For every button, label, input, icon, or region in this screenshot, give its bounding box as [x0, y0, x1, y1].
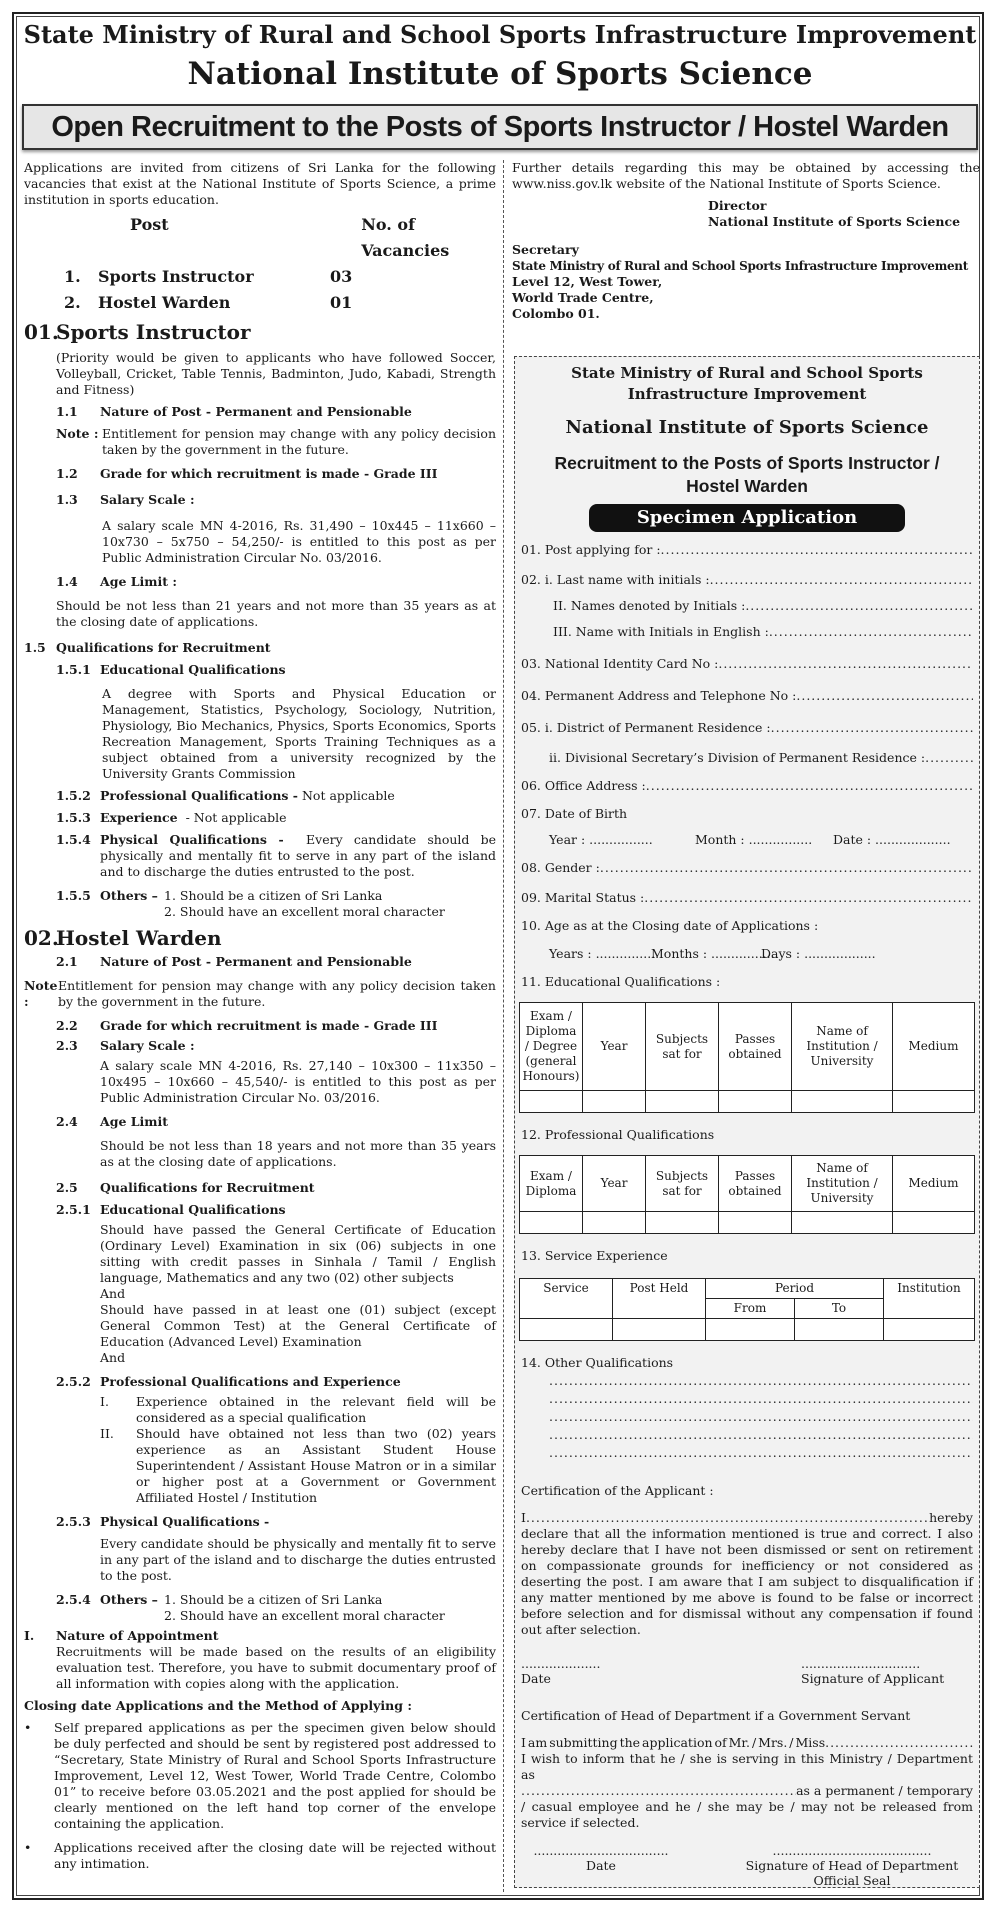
item-num: 1.5.3: [56, 810, 91, 825]
list-item: • Self prepared applications as per the specimen given below should be duly perfected and should be sent by registered post addressed to “Secretary, State Ministry of Rural and School Sports Infrastructure Improvement, Level 12, West Tower, World Trade Centre, Colombo 01” to receive before 03.05.2021 and the post applied for should be clearly mentioned on the left hand top corner of the envelope containing the application.: [24, 1720, 496, 1831]
dob-date: Date : ...................: [833, 832, 951, 847]
field-label: 02. i. Last name with initials :: [521, 572, 710, 587]
field-label: 10. Age as at the Closing date of Applications :: [521, 918, 819, 933]
table-header: Passes obtained: [719, 1003, 792, 1091]
field-label: III. Name with Initials in English :: [553, 624, 769, 639]
table-cell[interactable]: [706, 1319, 795, 1341]
signature-dots: ........................................: [772, 1843, 932, 1858]
item-num: 2.5.3: [56, 1514, 91, 1529]
table-header: Service: [520, 1279, 613, 1319]
item-title: Others –: [100, 888, 158, 903]
address-line: Level 12, West Tower,: [512, 274, 663, 289]
field-label: 06. Office Address :: [521, 778, 646, 793]
field-label: 11. Educational Qualifications :: [521, 974, 721, 989]
item-title: Grade for which recruitment is made - Grade III: [100, 466, 438, 481]
applicant-signature-row: [521, 1656, 973, 1686]
field-ds-division[interactable]: [521, 750, 973, 766]
item-num: 1.4: [56, 574, 78, 589]
age-years: Years : ................: [549, 946, 660, 961]
posts-header: [24, 212, 496, 264]
hod-name-line[interactable]: [521, 1735, 973, 1751]
list-item: 1. Should be a citizen of Sri Lanka: [164, 1592, 383, 1607]
item-num: 2.5.4: [56, 1592, 91, 1607]
list-item: • Applications received after the closing date will be rejected without any intimation.: [24, 1840, 496, 1871]
note-text: Entitlement for pension may change with any policy decision taken by the government in the future.: [102, 426, 496, 457]
table-header: Subjects sat for: [646, 1003, 719, 1091]
field-other-label: [521, 1355, 973, 1371]
section-title: Hostel Warden: [56, 926, 222, 950]
column-divider: [503, 160, 504, 1892]
table-header: Medium: [893, 1156, 975, 1212]
service-table: [519, 1278, 975, 1341]
address-line: Colombo 01.: [512, 306, 600, 321]
item-title: Physical Qualifications -: [100, 1514, 270, 1529]
edu-qual-table: [519, 1002, 975, 1113]
item-title: Qualifications for Recruitment: [56, 640, 271, 655]
signature-label: Signature of Applicant: [801, 1671, 945, 1686]
post-vacancies: 01: [330, 293, 353, 312]
form-institute: National Institute of Sports Science: [565, 417, 929, 438]
field-nic[interactable]: [521, 656, 973, 672]
table-cell[interactable]: [520, 1319, 613, 1341]
section-num: 02.: [24, 926, 59, 950]
field-label: 13. Service Experience: [521, 1248, 668, 1263]
field-post[interactable]: [521, 542, 973, 558]
cert-i: I: [521, 1510, 526, 1525]
field-label: 08. Gender :: [521, 860, 600, 875]
field-label: 09. Marital Status :: [521, 890, 645, 905]
post-name: Sports Instructor: [98, 267, 254, 286]
item-num: 2.2: [56, 1018, 78, 1033]
field-label: II. Names denoted by Initials :: [553, 598, 746, 613]
edu-text: A degree with Sports and Physical Education or Management, Statistics, Psychology, Sociology, Nutrition, Physiology, Bio Mechanics, Physics, Sports Economics, Sports Recreation Management, Sports Training Techniques as a subject obtained from a university recognized by the University Grants Commission: [102, 686, 496, 781]
bullet-text: Self prepared applications as per the specimen given below should be duly perfected and should be sent by registered post addressed to “Secretary, State Ministry of Rural and School Sports Infrastructure Improvement, Level 12, West Tower, World Trade Centre, Colombo 01” to receive before 03.05.2021 and the post applied for should be clearly mentioned on the left hand top corner of the envelope containing the application.: [54, 1720, 496, 1831]
item-num: 1.1: [56, 404, 78, 419]
note-label: Note :: [24, 978, 58, 1009]
table-cell[interactable]: [719, 1091, 792, 1113]
prof-qual-table: [519, 1155, 975, 1234]
table-header: Year: [583, 1003, 646, 1091]
cert-title: Certification of the Applicant :: [521, 1483, 714, 1498]
date-label: Date: [521, 1671, 551, 1686]
hod-text: as a permanent / temporary: [796, 1783, 973, 1798]
director-org: National Institute of Sports Science: [708, 214, 961, 229]
item-title: Professional Qualifications and Experience: [100, 1374, 401, 1389]
field-label: 03. National Identity Card No :: [521, 656, 719, 671]
table-cell[interactable]: [520, 1091, 583, 1113]
table-header: Passes obtained: [719, 1156, 792, 1212]
item-title: Salary Scale :: [100, 1038, 195, 1053]
hod-post-line[interactable]: [521, 1783, 973, 1799]
item-value: - Not applicable: [185, 810, 287, 825]
phys-text: Every candidate should be physically and mentally fit to serve in any part of the island and to discharge the duties entrusted to the post.: [100, 1536, 496, 1583]
field-label: 07. Date of Birth: [521, 806, 628, 821]
col-post: Post: [130, 215, 169, 234]
dob-month: Month : ................: [695, 832, 813, 847]
exp-num: I.: [100, 1394, 109, 1409]
cert-hereby: hereby: [929, 1510, 973, 1525]
bullet-text: Applications received after the closing date will be rejected without any intimation.: [54, 1840, 496, 1871]
age-months: Months : .................: [651, 946, 779, 961]
and-text: And: [100, 1350, 126, 1365]
item-title: Age Limit: [100, 1114, 169, 1129]
post-row: [24, 264, 496, 290]
field-age[interactable]: [521, 946, 973, 962]
field-name-english[interactable]: [521, 624, 973, 640]
table-cell[interactable]: [893, 1091, 975, 1113]
item-num: 1.2: [56, 466, 78, 481]
item-num: 2.4: [56, 1114, 78, 1129]
ministry-title: State Ministry of Rural and School Sports Infrastructure Improvement: [23, 20, 977, 49]
right-column: [512, 160, 980, 322]
specimen-pill: Specimen Application: [589, 504, 905, 532]
dob-year: Year : ................: [549, 832, 653, 847]
table-header: Medium: [893, 1003, 975, 1091]
section-sports-instructor: [24, 320, 496, 344]
field-dob-label: [521, 806, 973, 822]
signature-dots: ..............................: [801, 1656, 921, 1671]
field-address[interactable]: [521, 688, 973, 704]
table-cell[interactable]: [613, 1319, 706, 1341]
section-num: 01.: [24, 320, 59, 344]
post-num: 2.: [64, 293, 81, 312]
table-header: To: [795, 1299, 884, 1319]
field-prof-label: [521, 1127, 973, 1143]
left-column: [24, 160, 496, 1872]
item-num: 2.1: [56, 954, 78, 969]
item-title: Qualifications for Recruitment: [100, 1180, 315, 1195]
item-num: I.: [24, 1628, 35, 1643]
table-cell[interactable]: [719, 1212, 792, 1234]
field-label: ii. Divisional Secretary’s Division of Permanent Residence :: [549, 750, 926, 765]
item-value: Not applicable: [301, 788, 395, 803]
recruitment-banner: Open Recruitment to the Posts of Sports Instructor / Hostel Warden: [22, 104, 978, 150]
table-cell[interactable]: [792, 1212, 893, 1234]
date-dots: ..................................: [533, 1843, 669, 1858]
date-label: Date: [586, 1858, 616, 1873]
exp-num: II.: [100, 1426, 114, 1441]
item-title: Grade for which recruitment is made - Grade III: [100, 1018, 438, 1033]
table-header: Exam / Diploma / Degree (general Honours): [520, 1003, 583, 1091]
field-label: 01. Post applying for :: [521, 542, 661, 557]
table-header: Subjects sat for: [646, 1156, 719, 1212]
table-cell[interactable]: [893, 1212, 975, 1234]
item-title: Educational Qualifications: [100, 1202, 286, 1217]
col-vacancies: No. of Vacancies: [361, 215, 450, 260]
item-num: 2.3: [56, 1038, 78, 1053]
table-cell[interactable]: [795, 1319, 884, 1341]
table-cell[interactable]: [583, 1212, 646, 1234]
item-title: Nature of Appointment: [56, 1628, 219, 1643]
item-title: Others –: [100, 1592, 158, 1607]
table-header: Period: [706, 1279, 884, 1299]
field-office-address[interactable]: [521, 778, 973, 794]
address-line: State Ministry of Rural and School Sports Infrastructure Improvement: [512, 259, 968, 273]
exp-text: Experience obtained in the relevant field will be considered as a special qualification: [136, 1394, 496, 1425]
post-num: 1.: [64, 267, 81, 286]
form-recruitment-title: Recruitment to the Posts of Sports Instructor / Hostel Warden: [554, 453, 940, 496]
table-cell[interactable]: [646, 1212, 719, 1234]
hod-text: / casual employee and he / she may be / may not be released from service if selected.: [521, 1799, 973, 1830]
item-title: Nature of Post - Permanent and Pensionable: [100, 404, 412, 419]
item-num: 2.5: [56, 1180, 78, 1195]
post-vacancies: 03: [330, 267, 353, 286]
salary-text: A salary scale MN 4-2016, Rs. 27,140 – 10x300 – 11x350 – 10x495 – 10x660 – 45,540/- is entitled to this post as per Public Administration Circular No. 03/2016.: [100, 1058, 496, 1105]
cert-text: declare that all the information mentioned is true and correct. I also hereby declare that I have not been dismissed or sent on retirement on compassionate grounds for inefficiency or not considered as deserting the post. I am aware that I am subject to disqualification if any matter mentioned by me above is found to be false or incorrect before selection and for dismissal without any compensation if found out after selection.: [521, 1526, 973, 1637]
item-title: Physical Qualifications -: [100, 832, 284, 847]
institute-title: National Institute of Sports Science: [187, 56, 813, 92]
cert-name-line[interactable]: [521, 1510, 973, 1526]
field-names-initials[interactable]: [521, 598, 973, 614]
table-header: Exam / Diploma: [520, 1156, 583, 1212]
item-num: 2.5.1: [56, 1202, 91, 1217]
table-cell[interactable]: [884, 1319, 975, 1341]
table-cell[interactable]: [646, 1091, 719, 1113]
signature-label: Signature of Head of Department: [745, 1858, 959, 1873]
other-qual-line[interactable]: [521, 1427, 973, 1443]
hod-title: Certification of Head of Department if a Government Servant: [521, 1708, 911, 1723]
field-label: 14. Other Qualifications: [521, 1355, 674, 1370]
field-age-label: [521, 918, 973, 934]
edu-text: Should have passed the General Certificate of Education (Ordinary Level) Examination in six (06) subjects in one sitting with credit passes in Sinhala / Tamil / English language, Mathematics and any two (02) other subjects: [100, 1222, 496, 1285]
edu-text: Should have passed in at least one (01) subject (except General Common Test) at the General Certificate of Education (Advanced Level) Examination: [100, 1302, 496, 1349]
specimen-application-form: [514, 356, 980, 1888]
field-label: 12. Professional Qualifications: [521, 1127, 715, 1142]
field-label: 04. Permanent Address and Telephone No :: [521, 688, 797, 703]
item-num: 1.5: [24, 640, 46, 655]
age-text: Should be not less than 21 years and not more than 35 years as at the closing date of applications.: [56, 598, 496, 629]
item-num: 1.5.2: [56, 788, 91, 803]
item-title: Professional Qualifications -: [100, 788, 298, 803]
item-num: 1.5.5: [56, 888, 91, 903]
note-text: Entitlement for pension may change with any policy decision taken by the government in the future.: [58, 978, 496, 1009]
field-marital[interactable]: [521, 890, 973, 906]
director-title: Director: [708, 198, 767, 213]
note-label: Note :: [56, 426, 99, 441]
field-district[interactable]: [521, 720, 973, 736]
table-header: Name of Institution / University: [792, 1156, 893, 1212]
closing-title: Closing date Applications and the Method of Applying :: [24, 1698, 412, 1713]
hod-signature-row: [521, 1843, 973, 1888]
item-title: Experience: [100, 810, 178, 825]
field-edu-label: [521, 974, 973, 990]
item-title: Age Limit :: [100, 574, 177, 589]
field-service-label: [521, 1248, 973, 1264]
address-line: Secretary: [512, 242, 579, 257]
list-item: 2. Should have an excellent moral character: [164, 904, 445, 919]
field-label: 05. i. District of Permanent Residence :: [521, 720, 771, 735]
table-header: Post Held: [613, 1279, 706, 1319]
other-qual-line[interactable]: [521, 1391, 973, 1407]
and-text: And: [100, 1286, 126, 1301]
item-num: 1.5.4: [56, 832, 91, 847]
table-header: From: [706, 1299, 795, 1319]
seal-label: Official Seal: [813, 1873, 891, 1888]
table-header: Name of Institution / University: [792, 1003, 893, 1091]
field-last-name[interactable]: [521, 572, 973, 588]
table-header: Year: [583, 1156, 646, 1212]
table-cell[interactable]: [583, 1091, 646, 1113]
list-item: 1. Should be a citizen of Sri Lanka: [164, 888, 383, 903]
field-gender[interactable]: [521, 860, 973, 876]
address-line: World Trade Centre,: [512, 290, 654, 305]
other-qual-line[interactable]: [521, 1373, 973, 1389]
age-days: Days : ..................: [761, 946, 876, 961]
item-title: Salary Scale :: [100, 492, 195, 507]
section-title: Sports Instructor: [56, 320, 251, 344]
post-name: Hostel Warden: [98, 293, 231, 312]
section-hostel-warden: [24, 926, 496, 950]
item-num: 1.3: [56, 492, 78, 507]
exp-text: Should have obtained not less than two (02) years experience as an Assistant Student House Superintendent / Assistant House Matron or in a similar or higher post at a Government or Government Affiliated Hostel / Institution: [136, 1426, 496, 1505]
other-qual-line[interactable]: [521, 1445, 973, 1461]
field-dob[interactable]: [521, 832, 973, 848]
table-cell[interactable]: [792, 1091, 893, 1113]
hod-line: I am submitting the application of Mr. / Mrs. / Miss: [521, 1735, 826, 1750]
table-header: Institution: [884, 1279, 975, 1319]
list-item: 2. Should have an excellent moral character: [164, 1608, 445, 1623]
further-details: Further details regarding this may be obtained by accessing the www.niss.gov.lk website of the National Institute of Sports Science.: [512, 160, 980, 191]
hod-text: I wish to inform that he / she is serving in this Ministry / Department as: [521, 1751, 973, 1782]
item-title: Educational Qualifications: [100, 662, 286, 677]
item-num: 1.5.1: [56, 662, 91, 677]
age-text: Should be not less than 18 years and not more than 35 years as at the closing date of applications.: [100, 1138, 496, 1169]
intro-text: Applications are invited from citizens of Sri Lanka for the following vacancies that exist at the National Institute of Sports Science, a prime institution in sports education.: [24, 160, 496, 207]
salary-text: A salary scale MN 4-2016, Rs. 31,490 – 10x445 – 11x660 – 10x730 – 5x750 – 54,250/- is entitled to this post as per Public Administration Circular No. 03/2016.: [102, 518, 496, 565]
date-dots: ....................: [521, 1656, 601, 1671]
priority-text: (Priority would be given to applicants who have followed Soccer, Volleyball, Cricket, Table Tennis, Badminton, Judo, Kabadi, Strength and Fitness): [56, 350, 496, 397]
item-title: Nature of Post - Permanent and Pensionable: [100, 954, 412, 969]
table-cell[interactable]: [520, 1212, 583, 1234]
item-num: 2.5.2: [56, 1374, 91, 1389]
form-ministry: State Ministry of Rural and School Sports Infrastructure Improvement: [571, 364, 923, 403]
post-row: [24, 290, 496, 316]
item-value: Every candidate should be physically and mentally fit to serve in any part of the island and to discharge the duties entrusted to the post.: [100, 832, 496, 879]
other-qual-line[interactable]: [521, 1409, 973, 1425]
appointment-text: Recruitments will be made based on the results of an eligibility evaluation test. Therefore, you have to submit documentary proof of all information with copies along with the application.: [56, 1644, 496, 1691]
